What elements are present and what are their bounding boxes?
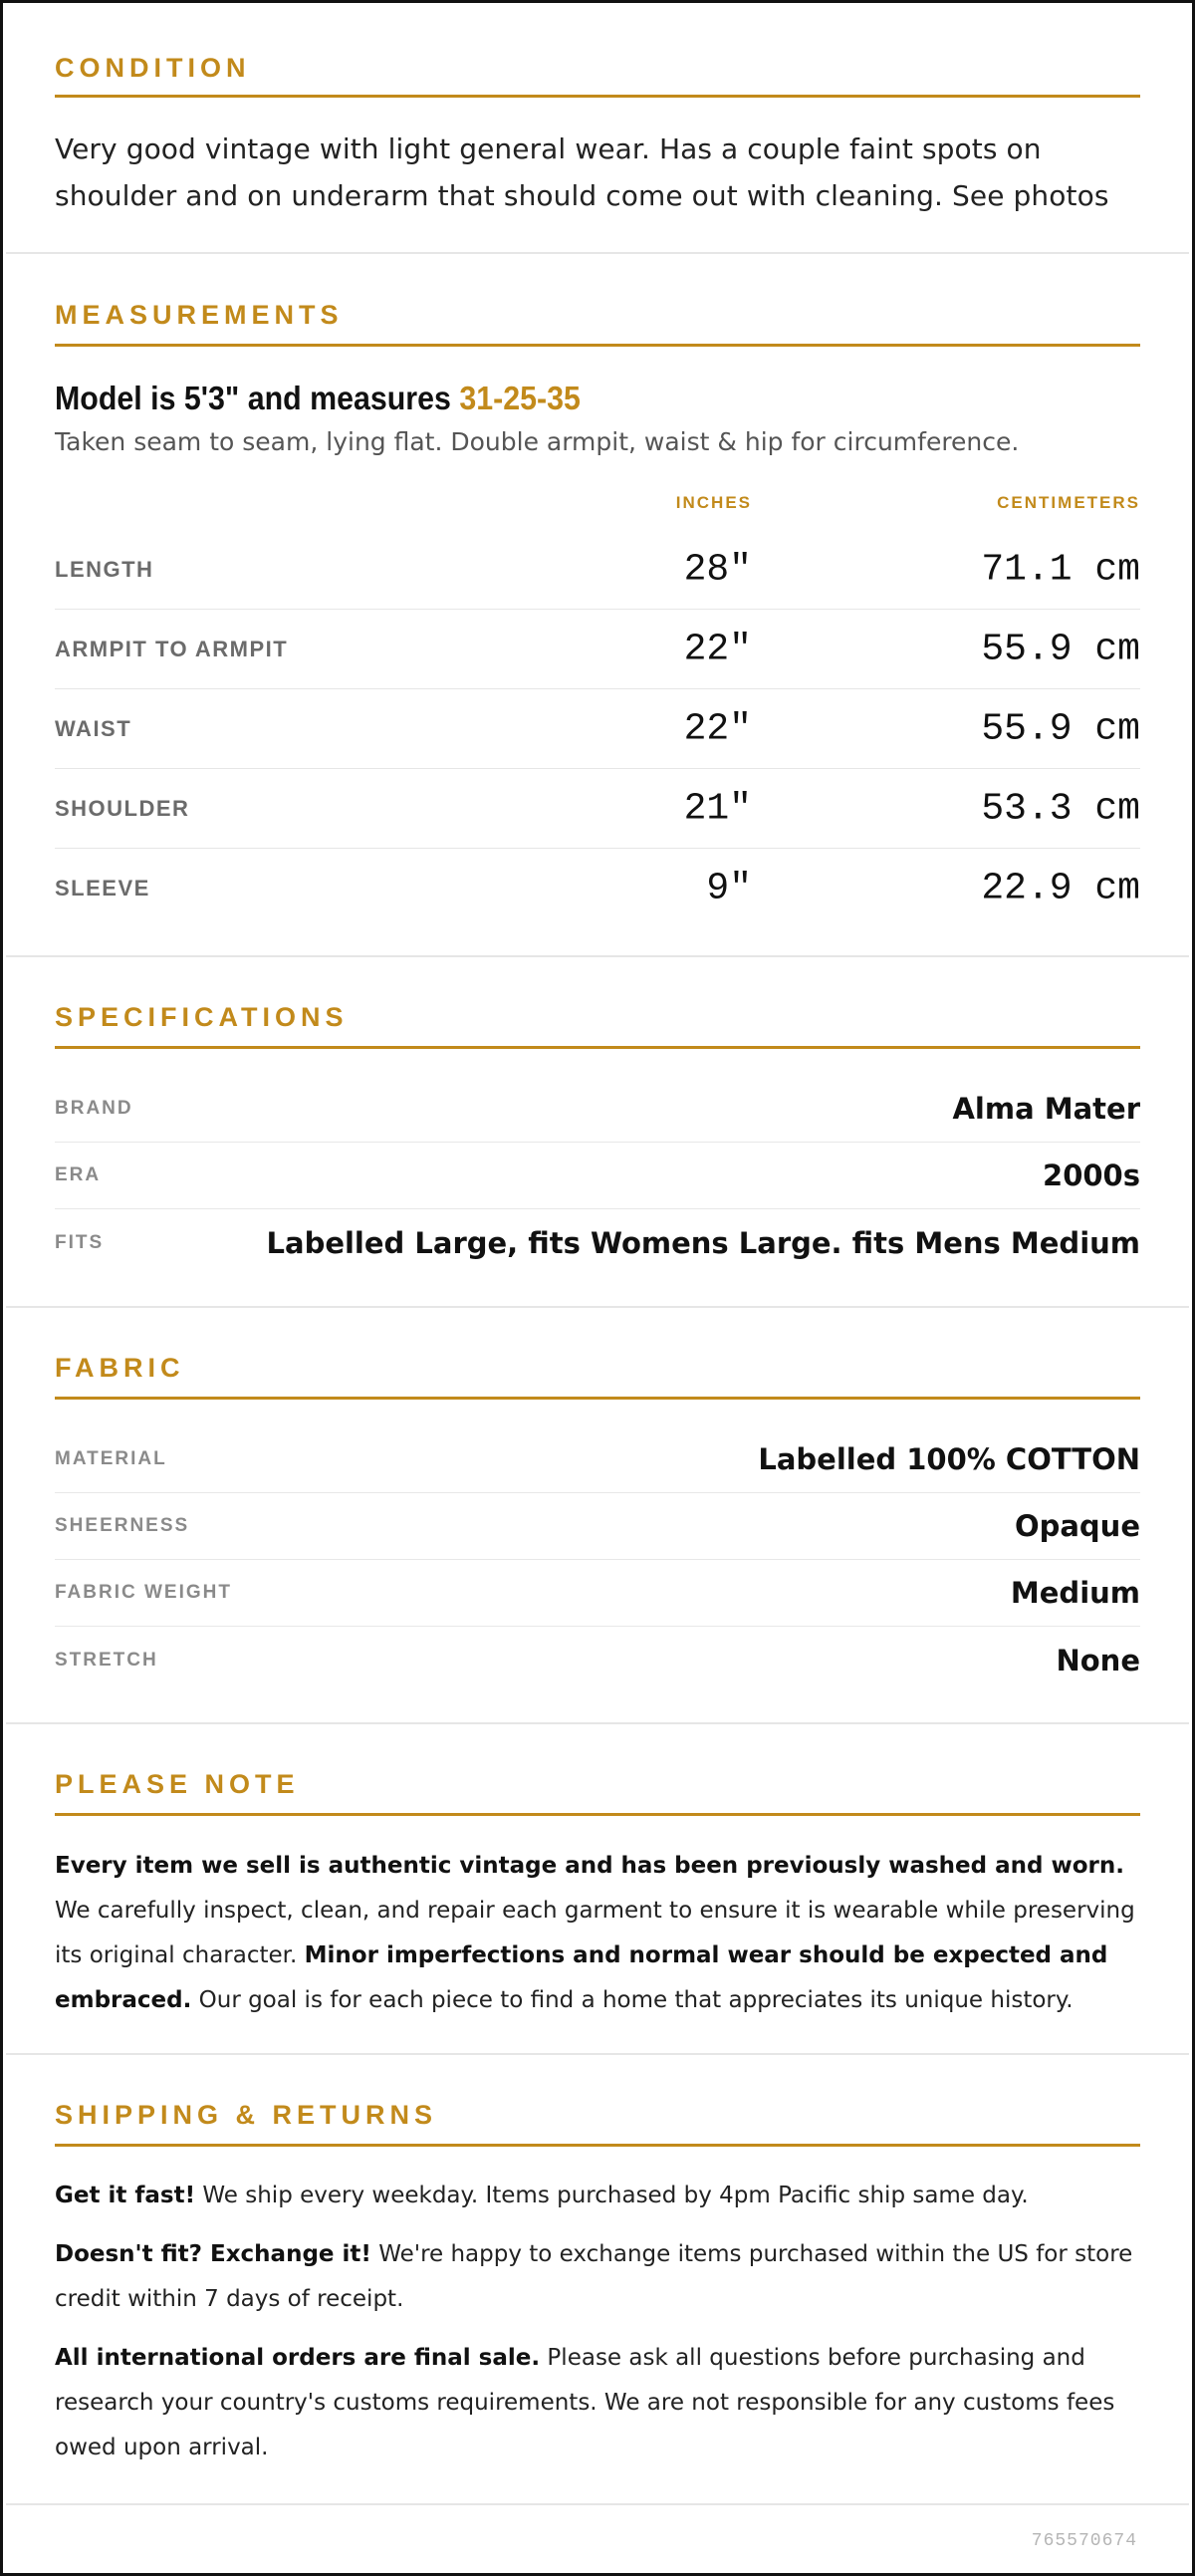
note-text-2: Our goal is for each piece to find a home that appreciates its unique history. [191, 1987, 1074, 2013]
column-header-centimeters: CENTIMETERS [997, 493, 1140, 512]
measurement-row-armpit [55, 610, 1140, 689]
measurement-cm: 71.1 cm [981, 548, 1140, 591]
specifications-heading: SPECIFICATIONS [55, 1002, 349, 1032]
measurement-inches: 28" [683, 548, 752, 591]
model-measures-line [55, 382, 581, 414]
shipping-paragraph-2 [55, 2232, 1140, 2322]
section-divider [6, 1306, 1189, 1308]
model-prefix: Model is 5'3" and measures [55, 380, 460, 416]
measurement-inches: 22" [683, 628, 752, 670]
measurement-label: LENGTH [55, 556, 154, 582]
fabric-label: MATERIAL [55, 1448, 167, 1469]
measurements-note: Taken seam to seam, lying flat. Double armpit, waist & hip for circumference. [55, 427, 1020, 456]
measurement-row-shoulder [55, 769, 1140, 849]
shipping-bold-3: All international orders are final sale. [55, 2345, 541, 2371]
specifications-rule [55, 1046, 1140, 1049]
fabric-row-weight [55, 1560, 1140, 1627]
shipping-text-3: Please ask all questions before purchasing and research your country's customs requirements. We are not responsible for any customs fees owed upon arrival. [55, 2345, 1115, 2460]
condition-text: Very good vintage with light general wear. Has a couple faint spots on shoulder and on underarm that should come out with cleaning. See photos [55, 132, 1109, 212]
shipping-bold-1: Get it fast! [55, 2183, 196, 2208]
section-divider [6, 2053, 1189, 2055]
section-divider [6, 1722, 1189, 1724]
spec-label: ERA [55, 1164, 102, 1185]
please-note-text [55, 1844, 1140, 2023]
column-header-inches: INCHES [675, 493, 752, 512]
shipping-paragraph-1 [55, 2174, 1140, 2218]
fabric-value: Opaque [1014, 1509, 1140, 1543]
spec-row-brand [55, 1076, 1140, 1143]
measurement-row-length [55, 530, 1140, 610]
shipping-rule [55, 2144, 1140, 2147]
spec-value: Alma Mater [952, 1092, 1140, 1126]
condition-heading: CONDITION [55, 53, 251, 83]
spec-row-fits [55, 1209, 1140, 1276]
shipping-heading: SHIPPING & RETURNS [55, 2100, 438, 2130]
measurement-cm: 53.3 cm [981, 787, 1140, 830]
please-note-heading: PLEASE NOTE [55, 1769, 300, 1799]
measurement-label: SHOULDER [55, 795, 190, 821]
fabric-label: SHEERNESS [55, 1515, 190, 1536]
section-divider [6, 2503, 1189, 2505]
product-id: 765570674 [1031, 2531, 1137, 2551]
fabric-row-stretch [55, 1627, 1140, 1693]
section-divider [6, 252, 1189, 254]
model-measures-value: 31-25-35 [459, 380, 581, 416]
measurement-row-sleeve [55, 849, 1140, 928]
measurement-cm: 55.9 cm [981, 628, 1140, 670]
fabric-value: Labelled 100% COTTON [758, 1442, 1140, 1476]
note-text-1: We carefully inspect, clean, and repair each garment to ensure it is wearable while preserving its original character. [55, 1898, 1135, 1968]
note-bold-1: Every item we sell is authentic vintage and has been previously washed and worn. [55, 1853, 1124, 1879]
fabric-rule [55, 1397, 1140, 1400]
measurements-heading: MEASUREMENTS [55, 300, 344, 330]
note-bold-2: Minor imperfections and normal wear should be expected and embraced. [55, 1942, 1108, 2013]
measurement-inches: 9" [706, 867, 752, 910]
measurement-label: SLEEVE [55, 876, 150, 901]
fabric-heading: FABRIC [55, 1353, 185, 1383]
spec-row-era [55, 1143, 1140, 1209]
measurement-inches: 22" [683, 707, 752, 750]
measurement-inches: 21" [683, 787, 752, 830]
condition-rule [55, 95, 1140, 98]
fabric-value: Medium [1010, 1576, 1140, 1610]
measurement-label: WAIST [55, 715, 132, 741]
spec-label: FITS [55, 1231, 105, 1253]
measurement-label: ARMPIT TO ARMPIT [55, 636, 289, 661]
measurements-rule [55, 344, 1140, 347]
spec-label: BRAND [55, 1098, 133, 1119]
fabric-label: FABRIC WEIGHT [55, 1582, 232, 1603]
please-note-rule [55, 1813, 1140, 1816]
shipping-text-2: We're happy to exchange items purchased within the US for store credit within 7 days of receipt. [55, 2241, 1133, 2312]
section-divider [6, 955, 1189, 957]
fabric-label: STRETCH [55, 1649, 158, 1671]
shipping-paragraph-3 [55, 2336, 1140, 2470]
fabric-row-sheerness [55, 1493, 1140, 1560]
fabric-row-material [55, 1426, 1140, 1493]
shipping-text-1: We ship every weekday. Items purchased by 4pm Pacific ship same day. [195, 2183, 1029, 2208]
measurement-cm: 55.9 cm [981, 707, 1140, 750]
measurement-row-waist [55, 689, 1140, 769]
spec-value: Labelled Large, fits Womens Large. fits Mens Medium [266, 1225, 1140, 1260]
measurement-cm: 22.9 cm [981, 867, 1140, 910]
fabric-value: None [1056, 1643, 1140, 1677]
spec-value: 2000s [1043, 1159, 1140, 1192]
shipping-bold-2: Doesn't fit? Exchange it! [55, 2241, 371, 2267]
